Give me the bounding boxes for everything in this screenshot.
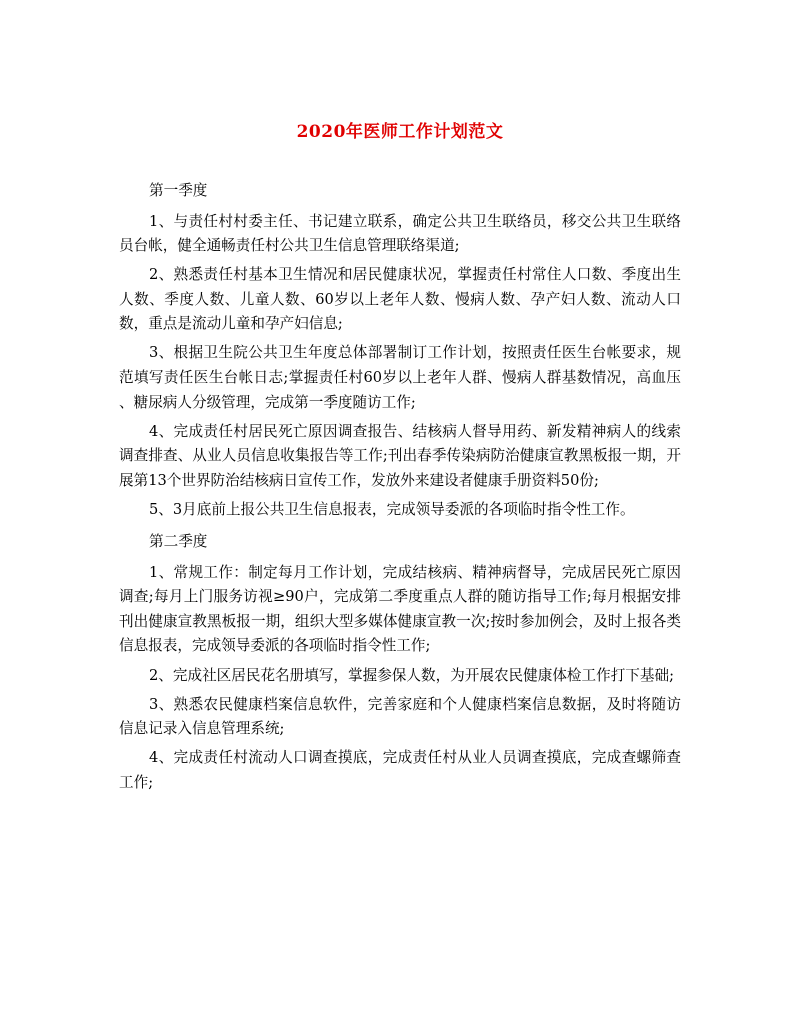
paragraph-q1-item-4: 4、完成责任村居民死亡原因调查报告、结核病人督导用药、新发精神病人的线索调查排查、从业人员信息收集报告等工作;刊出春季传染病防治健康宣教黑板报一期，开展第13个世界防治结核病日宣传工作，发放外来建设者健康手册资料50份; <box>119 422 681 489</box>
paragraph-q1-item-1: 1、与责任村村委主任、书记建立联系，确定公共卫生联络员，移交公共卫生联络员台帐，健全通畅责任村公共卫生信息管理联络渠道; <box>119 212 681 255</box>
paragraph-q2-item-2: 2、完成社区居民花名册填写，掌握参保人数，为开展农民健康体检工作打下基础; <box>149 666 674 684</box>
paragraph-q2-item-1: 1、常规工作：制定每月工作计划，完成结核病、精神病督导，完成居民死亡原因调查;每月上门服务访视≥90户，完成第二季度重点人群的随访指导工作;每月根据安排刊出健康宣教黑板报一期，组织大型多媒体健康宣教一次;按时参加例会，及时上报各类信息报表，完成领导委派的各项临时指令性工作; <box>119 563 681 655</box>
document-title: 2020年医师工作计划范文 <box>296 122 504 142</box>
paragraph-q1-item-3: 3、根据卫生院公共卫生年度总体部署制订工作计划，按照责任医生台帐要求，规范填写责任医生台帐日志;掌握责任村60岁以上老年人群、慢病人群基数情况，高血压、糖尿病人分级管理，完成第一季度随访工作; <box>119 344 681 411</box>
paragraph-q2-item-4: 4、完成责任村流动人口调查摸底，完成责任村从业人员调查摸底，完成查螺筛查工作; <box>119 749 681 791</box>
paragraph-q2-item-3: 3、熟悉农民健康档案信息软件，完善家庭和个人健康档案信息数据，及时将随访信息记录入信息管理系统; <box>119 695 681 738</box>
document-body <box>119 176 681 795</box>
paragraph-q1-item-2: 2、熟悉责任村基本卫生情况和居民健康状况，掌握责任村常住人口数、季度出生人数、季度人数、儿童人数、60岁以上老年人数、慢病人数、孕产妇人数、流动人口 数，重点是流动儿童和孕产妇信息; <box>119 266 681 333</box>
paragraph-q1-item-5: 5、3月底前上报公共卫生信息报表，完成领导委派的各项临时指令性工作。 <box>149 501 635 519</box>
section-heading-q1: 第一季度 <box>149 182 208 199</box>
section-heading-q2: 第二季度 <box>149 533 208 551</box>
